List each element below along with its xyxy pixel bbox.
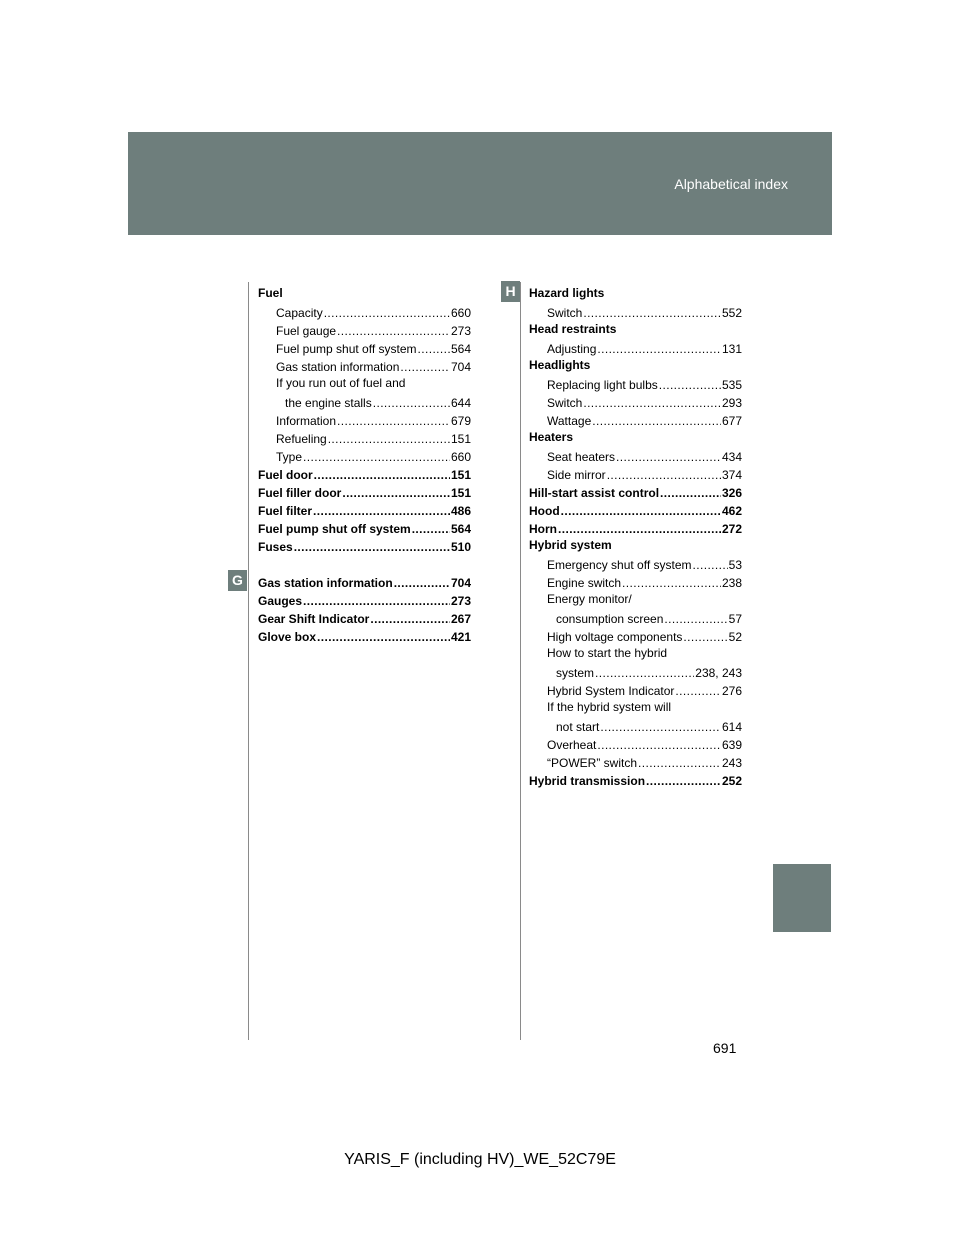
dot-leader <box>324 306 450 320</box>
entry-page-number: 273 <box>450 594 471 608</box>
dot-leader <box>317 630 450 644</box>
entry-page-number: 644 <box>450 396 471 410</box>
entry-page-number: 679 <box>450 414 471 428</box>
entry-page-number: 252 <box>721 774 742 788</box>
entry-page-number: 614 <box>721 720 742 734</box>
section-gap <box>258 554 471 572</box>
index-entry <box>258 500 471 518</box>
index-entry <box>258 626 471 644</box>
entry-page-number: 677 <box>721 414 742 428</box>
index-subentry-text: If you run out of fuel and <box>276 376 406 390</box>
left-divider <box>248 282 249 1040</box>
index-subentry <box>258 410 471 428</box>
entry-page-number: 57 <box>728 612 742 626</box>
index-entry <box>258 608 471 626</box>
index-heading: Hybrid system <box>529 538 612 552</box>
index-subentry <box>529 464 742 482</box>
dot-leader <box>342 486 450 500</box>
entry-page-number: 704 <box>450 360 471 374</box>
entry-term: Gas station information <box>276 360 400 374</box>
dot-leader <box>622 576 721 590</box>
entry-term: Emergency shut off system <box>547 558 692 572</box>
index-entry <box>529 770 742 788</box>
index-entry <box>258 590 471 608</box>
dot-leader <box>412 522 450 536</box>
index-subentry-text: How to start the hybrid <box>547 646 668 660</box>
dot-leader <box>646 774 721 788</box>
section-letter-h: H <box>501 281 520 302</box>
index-entry <box>258 464 471 482</box>
entry-term: Glove box <box>258 630 317 644</box>
entry-page-number: 243 <box>721 756 742 770</box>
index-heading: Hazard lights <box>529 286 605 300</box>
index-subentry <box>529 338 742 356</box>
index-subentry <box>529 554 742 572</box>
entry-term: Wattage <box>547 414 592 428</box>
dot-leader <box>303 450 450 464</box>
entry-page-number: 639 <box>721 738 742 752</box>
index-subentry <box>258 302 471 320</box>
entry-page-number: 272 <box>721 522 742 536</box>
index-subentry <box>529 716 742 734</box>
entry-term: Overheat <box>547 738 597 752</box>
entry-term: consumption screen <box>556 612 664 626</box>
entry-term: Fuel filler door <box>258 486 342 500</box>
entry-page-number: 276 <box>721 684 742 698</box>
index-entry <box>529 482 742 500</box>
entry-page-number: 660 <box>450 450 471 464</box>
index-subentry <box>529 572 742 590</box>
dot-leader <box>583 396 721 410</box>
index-entry <box>258 482 471 500</box>
entry-page-number: 434 <box>721 450 742 464</box>
dot-leader <box>592 414 721 428</box>
index-subentry-text: Energy monitor/ <box>547 592 632 606</box>
index-entry <box>529 500 742 518</box>
index-entry <box>258 536 471 554</box>
dot-leader <box>370 612 450 626</box>
index-subentry <box>258 320 471 338</box>
entry-term: Hill-start assist control <box>529 486 660 500</box>
dot-leader <box>558 522 721 536</box>
entry-page-number: 704 <box>450 576 471 590</box>
entry-term: Switch <box>547 396 583 410</box>
dot-leader <box>600 720 721 734</box>
entry-term: system <box>556 666 595 680</box>
dot-leader <box>394 576 450 590</box>
index-subentry <box>529 392 742 410</box>
entry-term: the engine stalls <box>285 396 372 410</box>
index-subentry-text: If the hybrid system will <box>547 700 672 714</box>
index-subentry <box>258 392 471 410</box>
entry-term: Fuel gauge <box>276 324 337 338</box>
dot-leader <box>400 360 450 374</box>
entry-page-number: 535 <box>721 378 742 392</box>
entry-term: High voltage components <box>547 630 683 644</box>
index-subentry <box>258 356 471 374</box>
middle-divider <box>520 282 521 1040</box>
entry-term: Fuel pump shut off system <box>258 522 411 536</box>
dot-leader <box>660 486 721 500</box>
entry-page-number: 53 <box>728 558 742 572</box>
index-subentry <box>258 446 471 464</box>
dot-leader <box>683 630 727 644</box>
dot-leader <box>607 468 721 482</box>
entry-page-number: 151 <box>450 432 471 446</box>
index-subentry <box>529 410 742 428</box>
entry-term: Gear Shift Indicator <box>258 612 370 626</box>
section-title: Alphabetical index <box>674 176 788 192</box>
index-heading: Head restraints <box>529 322 617 336</box>
index-heading: Fuel <box>258 286 283 300</box>
section-letter-g: G <box>228 570 247 591</box>
dot-leader <box>597 738 721 752</box>
dot-leader <box>561 504 721 518</box>
thumb-tab <box>773 864 831 932</box>
dot-leader <box>693 558 728 572</box>
index-column-left <box>258 284 471 644</box>
index-subentry <box>529 374 742 392</box>
entry-page-number: 267 <box>450 612 471 626</box>
dot-leader <box>303 594 450 608</box>
entry-page-number: 238, 243 <box>695 666 742 680</box>
document-footer: YARIS_F (including HV)_WE_52C79E <box>344 1151 616 1168</box>
dot-leader <box>597 342 721 356</box>
entry-term: Seat heaters <box>547 450 616 464</box>
entry-term: “POWER” switch <box>547 756 637 770</box>
entry-term: Engine switch <box>547 576 622 590</box>
dot-leader <box>337 414 450 428</box>
index-subentry <box>529 734 742 752</box>
entry-page-number: 151 <box>450 486 471 500</box>
entry-term: Fuses <box>258 540 293 554</box>
index-entry <box>258 518 471 536</box>
dot-leader <box>294 540 450 554</box>
entry-page-number: 564 <box>450 342 471 356</box>
index-column-right <box>529 284 742 788</box>
dot-leader <box>675 684 721 698</box>
dot-leader <box>314 468 450 482</box>
entry-page-number: 660 <box>450 306 471 320</box>
dot-leader <box>664 612 727 626</box>
entry-page-number: 510 <box>450 540 471 554</box>
index-entry <box>258 572 471 590</box>
index-subentry <box>529 752 742 770</box>
entry-page-number: 273 <box>450 324 471 338</box>
entry-term: not start <box>556 720 600 734</box>
entry-term: Hybrid transmission <box>529 774 646 788</box>
index-subentry <box>258 428 471 446</box>
dot-leader <box>638 756 721 770</box>
index-heading: Heaters <box>529 430 574 444</box>
entry-term: Adjusting <box>547 342 597 356</box>
entry-term: Horn <box>529 522 557 536</box>
index-subentry <box>529 662 742 680</box>
page-number: 691 <box>713 1040 737 1056</box>
entry-term: Gauges <box>258 594 303 608</box>
entry-term: Fuel door <box>258 468 313 482</box>
entry-term: Fuel pump shut off system <box>276 342 417 356</box>
dot-leader <box>616 450 721 464</box>
index-heading: Headlights <box>529 358 591 372</box>
entry-page-number: 151 <box>450 468 471 482</box>
entry-term: Hood <box>529 504 560 518</box>
entry-page-number: 462 <box>721 504 742 518</box>
entry-page-number: 293 <box>721 396 742 410</box>
entry-page-number: 238 <box>721 576 742 590</box>
entry-term: Type <box>276 450 303 464</box>
index-subentry <box>529 446 742 464</box>
dot-leader <box>659 378 721 392</box>
dot-leader <box>313 504 450 518</box>
entry-term: Hybrid System Indicator <box>547 684 675 698</box>
dot-leader <box>418 342 450 356</box>
entry-term: Gas station information <box>258 576 393 590</box>
entry-term: Fuel filter <box>258 504 313 518</box>
entry-term: Switch <box>547 306 583 320</box>
dot-leader <box>595 666 694 680</box>
entry-page-number: 486 <box>450 504 471 518</box>
dot-leader <box>337 324 450 338</box>
entry-page-number: 552 <box>721 306 742 320</box>
index-subentry <box>529 302 742 320</box>
entry-page-number: 131 <box>721 342 742 356</box>
dot-leader <box>373 396 450 410</box>
header-bar <box>128 132 832 235</box>
index-subentry <box>529 680 742 698</box>
index-entry <box>529 518 742 536</box>
entry-page-number: 374 <box>721 468 742 482</box>
entry-term: Information <box>276 414 337 428</box>
index-subentry <box>258 338 471 356</box>
entry-term: Refueling <box>276 432 327 446</box>
entry-page-number: 52 <box>728 630 742 644</box>
entry-page-number: 326 <box>721 486 742 500</box>
index-subentry <box>529 626 742 644</box>
entry-page-number: 421 <box>450 630 471 644</box>
entry-term: Side mirror <box>547 468 606 482</box>
entry-page-number: 564 <box>450 522 471 536</box>
entry-term: Replacing light bulbs <box>547 378 658 392</box>
dot-leader <box>583 306 721 320</box>
entry-term: Capacity <box>276 306 323 320</box>
index-subentry <box>529 608 742 626</box>
dot-leader <box>328 432 450 446</box>
